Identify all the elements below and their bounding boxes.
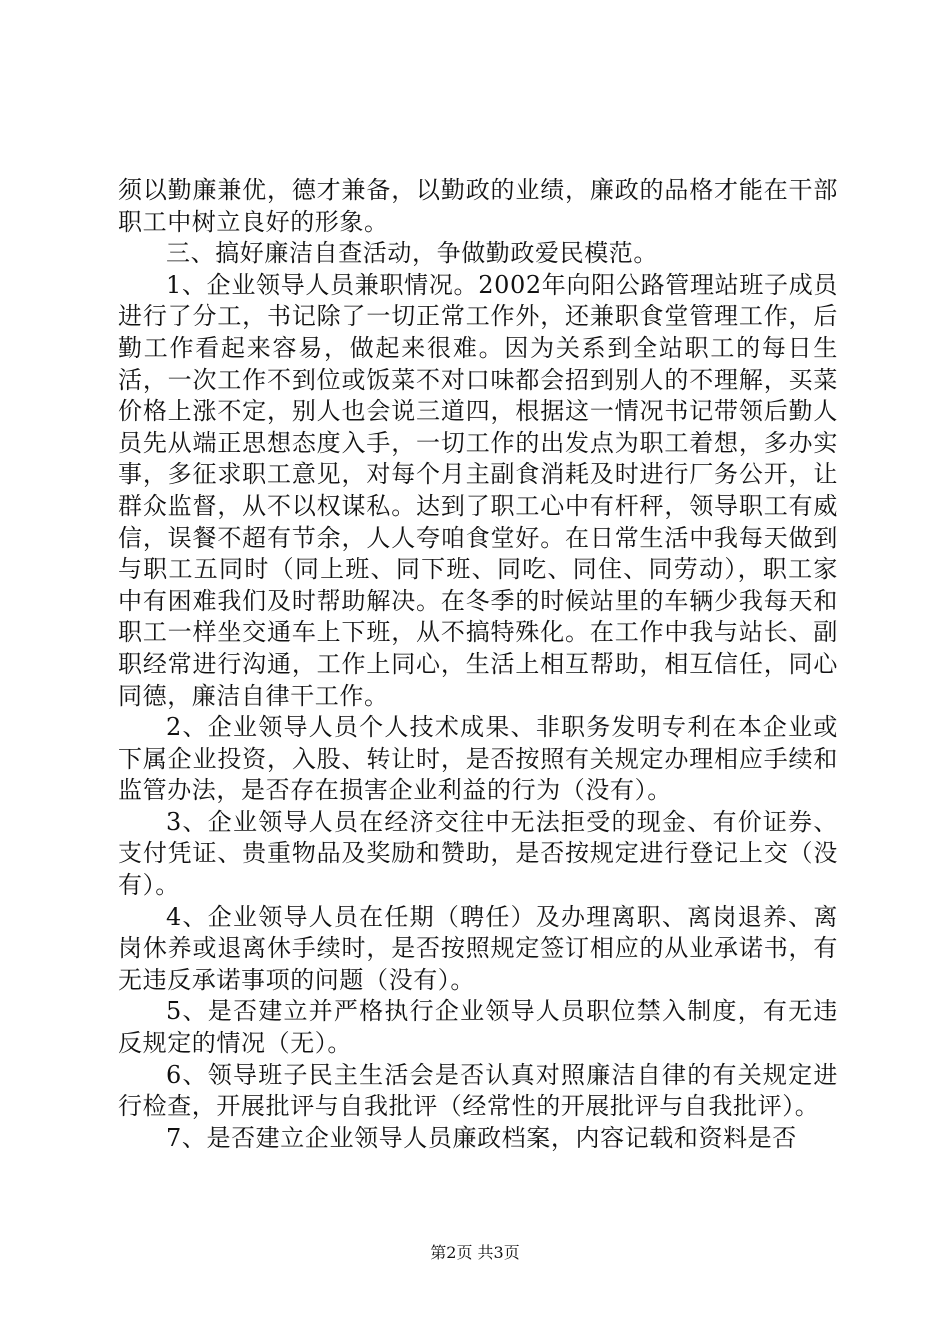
paragraph-item-1: 1、企业领导人员兼职情况。2002年向阳公路管理站班子成员进行了分工，书记除了一切正常工作外，还兼职食堂管理工作，后勤工作看起来容易，做起来很难。因为关系到全站职工的每日生活，一次工作不到位或饭菜不对口味都会招到别人的不理解，买菜价格上涨不定，别人也会说三道四，根据这一情况书记带领后勤人员先从端正思想态度入手，一切工作的出发点为职工着想，多办实事，多征求职工意见，对每个月主副食消耗及时进行厂务公开，让群众监督，从不以权谋私。达到了职工心中有杆秤，领导职工有威信，误餐不超有节余，人人夸咱食堂好。在日常生活中我每天做到与职工五同时（同上班、同下班、同吃、同住、同劳动），职工家中有困难我们及时帮助解决。在冬季的时候站里的车辆少我每天和职工一样坐交通车上下班，从不搞特殊化。在工作中我与站长、副职经常进行沟通，工作上同心，生活上相互帮助，相互信任，同心同德，廉洁自律干工作。	[118, 270, 838, 710]
paragraph-continuation: 须以勤廉兼优，德才兼备，以勤政的业绩，廉政的品格才能在干部职工中树立良好的形象。	[118, 176, 838, 236]
paragraph-item-7: 7、是否建立企业领导人员廉政档案，内容记载和资料是否	[166, 1123, 797, 1152]
paragraph-item-3: 3、企业领导人员在经济交往中无法拒受的现金、有价证券、支付凭证、贵重物品及奖励和赞助，是否按规定进行登记上交（没有）。	[118, 807, 838, 900]
paragraph-item-2: 2、企业领导人员个人技术成果、非职务发明专利在本企业或下属企业投资，入股、转让时，是否按照有关规定办理相应手续和监管办法，是否存在损害企业利益的行为（没有）。	[118, 713, 838, 805]
paragraph-item-4: 4、企业领导人员在任期（聘任）及办理离职、离岗退养、离岗休养或退离休手续时，是否按照规定签订相应的从业承诺书，有无违反承诺事项的问题（没有）。	[118, 902, 838, 994]
paragraph-item-5: 5、是否建立并严格执行企业领导人员职位禁入制度，有无违反规定的情况（无）。	[118, 997, 838, 1058]
page-footer: 第2页 共3页	[430, 1243, 520, 1262]
section-heading: 三、搞好廉洁自查活动，争做勤政爱民模范。	[166, 239, 658, 268]
paragraph-item-6: 6、领导班子民主生活会是否认真对照廉洁自律的有关规定进行检查，开展批评与自我批评（经常性的开展批评与自我批评）。	[118, 1060, 838, 1121]
body-text	[118, 175, 838, 1154]
